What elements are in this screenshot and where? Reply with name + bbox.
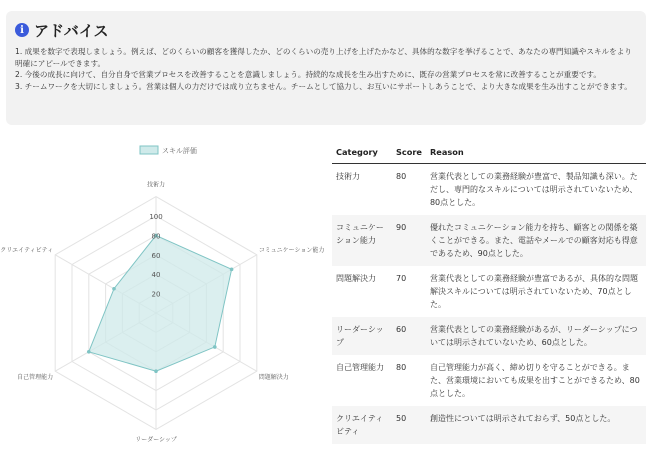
radar-category-label: リーダーシップ [135,436,177,444]
header-reason: Reason [426,143,646,164]
radar-tick-label: 60 [151,251,161,260]
cell-category: リーダーシップ [332,317,392,355]
score-table-container [332,143,646,444]
radar-data-point [112,287,116,291]
header-category: Category [332,143,392,164]
cell-reason: 営業代表としての業務経験が豊富で、製品知識も深い。ただし、専門的なスキルについては明示されていないため、80点とした。 [429,172,638,207]
advice-item: 3. チームワークを大切にしましょう。営業は個人の力だけでは成り立ちません。チームとして協力し、お互いにサポートしあうことで、より大きな成果を生み出すことができます。 [15,81,632,91]
cell-category: コミュニケーション能力 [332,215,392,266]
cell-reason: 自己管理能力が高く、締め切りを守ることができる。また、営業環境においても成果を出すことができるため、80点とした。 [429,363,640,398]
radar-chart [0,140,325,445]
radar-category-label: 技術力 [146,181,166,189]
radar-category-label: コミュニケーション能力 [258,246,325,254]
score-table [332,143,646,444]
cell-reason: 営業代表としての業務経験があるが、リーダーシップについては明示されていないため、60点とした。 [426,317,646,355]
radar-data-point [154,369,158,373]
cell-category: 技術力 [336,172,360,181]
legend-swatch [140,146,158,154]
radar-category-label: 自己管理能力 [17,374,54,382]
radar-category-label: 問題解決力 [258,374,289,382]
radar-tick-label: 100 [149,213,163,221]
advice-header [15,20,637,40]
table-row [332,266,646,317]
advice-item: 1. 成果を数字で表現しましょう。例えば、どのくらいの顧客を獲得したか、どのくらいの売り上げを上げたかなど、具体的な数字を挙げることで、あなたの専門知識やスキルをより明確にアピールできます。 [15,47,632,68]
legend-label: スキル評価 [162,147,197,155]
table-row [332,355,646,406]
advice-list [15,46,637,92]
cell-category: 自己管理能力 [336,363,384,372]
advice-title: アドバイス [34,21,109,40]
cell-reason: 優れたコミュニケーション能力を持ち、顧客との関係を築くことができる。また、電話やメールでの顧客対応も得意であるため、90点とした。 [426,215,646,266]
radar-tick-label: 20 [151,290,161,299]
radar-category-label: クリエイティビティ [0,246,54,254]
cell-score: 80 [396,172,407,181]
cell-reason: 創造性については明示されておらず、50点とした。 [426,406,646,444]
radar-data-point [87,350,91,354]
cell-score: 50 [392,406,426,444]
cell-category: 問題解決力 [336,274,376,283]
radar-data-point [230,268,234,272]
radar-data-point [213,345,217,349]
table-row [332,164,646,216]
cell-score: 90 [392,215,426,266]
table-header-row [332,143,646,164]
table-row [332,317,646,355]
cell-category: クリエイティビティ [332,406,392,444]
header-score: Score [392,143,426,164]
cell-score: 70 [396,274,407,283]
advice-panel [6,11,646,125]
radar-tick-label: 80 [151,232,161,241]
info-icon: i [15,23,29,37]
cell-score: 60 [392,317,426,355]
cell-score: 80 [396,363,407,372]
table-row [332,406,646,444]
table-row [332,215,646,266]
cell-reason: 営業代表としての業務経験が豊富であるが、具体的な問題解決スキルについては明示されていないため、70点とした。 [429,274,638,309]
advice-item: 2. 今後の成長に向けて、自分自身で営業プロセスを改善することを意識しましょう。持続的な成長を生み出すために、既存の営業プロセスを常に改善することが重要です。 [15,70,602,79]
radar-tick-label: 40 [151,271,161,280]
radar-chart-svg [0,140,325,445]
